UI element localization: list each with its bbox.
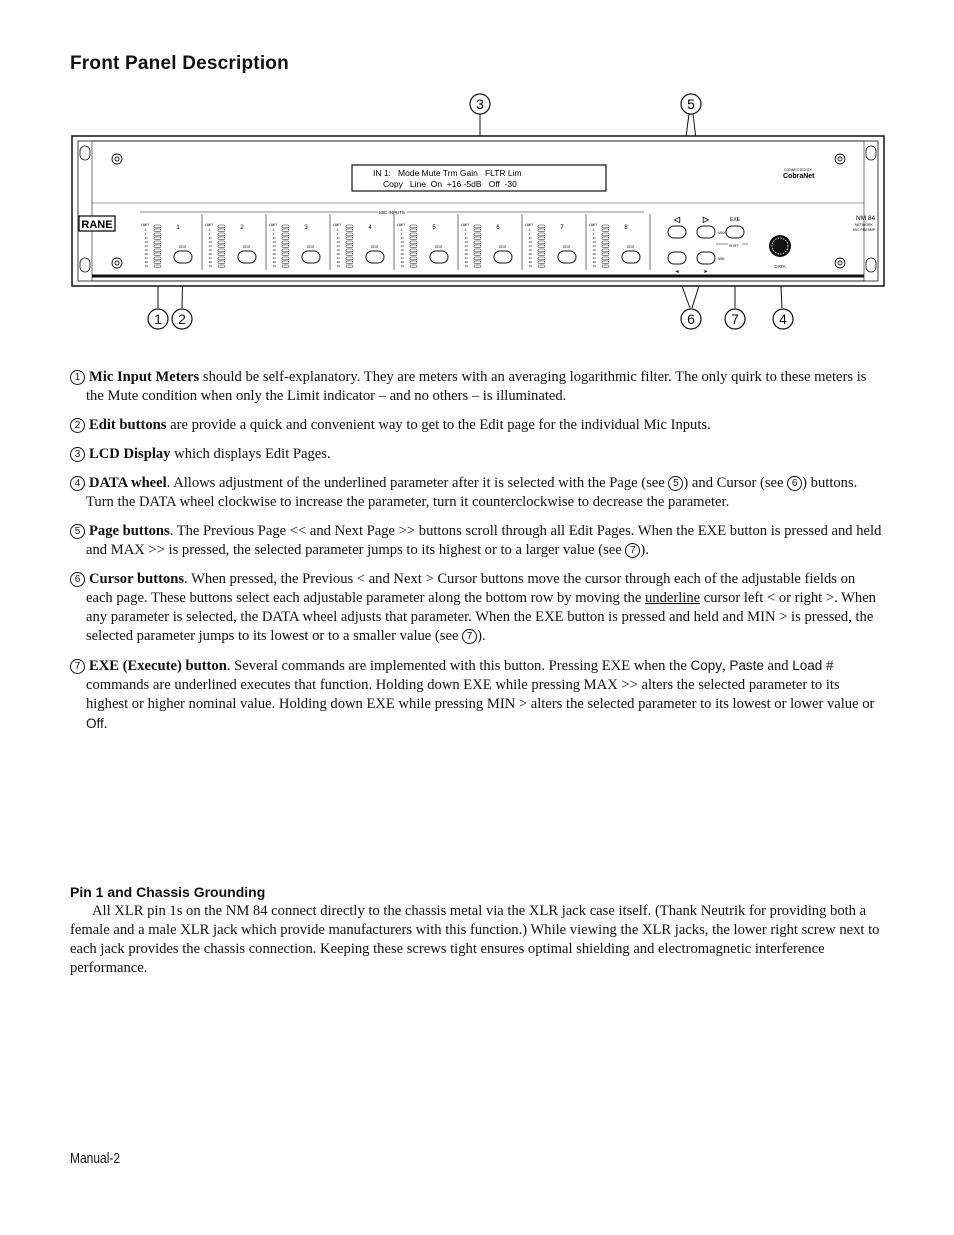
svg-text:3: 3 bbox=[476, 96, 484, 112]
meter-scale-label: -30 bbox=[592, 249, 596, 252]
meter-led bbox=[538, 225, 545, 228]
channel-number: 3 bbox=[304, 225, 308, 231]
callout-3 bbox=[470, 94, 490, 114]
callout-1 bbox=[148, 309, 168, 329]
meter-led bbox=[154, 253, 161, 256]
meter-scale-label: -54 bbox=[400, 265, 404, 268]
callout-5 bbox=[681, 94, 701, 114]
meter-led bbox=[218, 249, 225, 252]
item-edit-buttons: 2 Edit buttons are provide a quick and convenient way to get to the Edit page for the individual Mic Inputs. bbox=[70, 416, 885, 435]
meter-scale-label: -3 bbox=[336, 229, 339, 232]
meter-led bbox=[474, 241, 481, 244]
cobranet-caption: CONNECTED BY bbox=[784, 168, 812, 172]
meter-scale-label: -36 bbox=[400, 253, 404, 256]
meter-led bbox=[602, 253, 609, 256]
meter-scale-label: -6 bbox=[336, 233, 339, 236]
meter-led bbox=[154, 225, 161, 228]
edit-button-7[interactable] bbox=[558, 251, 576, 263]
meter-led bbox=[602, 233, 609, 236]
channel-number: 8 bbox=[624, 225, 628, 231]
meter-led bbox=[218, 233, 225, 236]
meter-scale-label: -12 bbox=[272, 237, 276, 240]
cursor-next-icon: ▸ bbox=[704, 269, 708, 275]
meter-scale-label: -42 bbox=[336, 257, 340, 260]
meter-scale-label: -12 bbox=[336, 237, 340, 240]
meter-scale-label: -24 bbox=[528, 245, 532, 248]
svg-text:7: 7 bbox=[731, 311, 739, 327]
meter-scale-label: -18 bbox=[400, 241, 404, 244]
meter-scale-label: -24 bbox=[208, 245, 212, 248]
edit-button-4[interactable] bbox=[366, 251, 384, 263]
edit-button-5[interactable] bbox=[430, 251, 448, 263]
meter-scale-label: -54 bbox=[336, 265, 340, 268]
item-cursor-buttons: 6 Cursor buttons. When pressed, the Previous < and Next > Cursor buttons move the cursor through each of the adjustable fields on each page. These buttons select each adjustable parameter along the bottom row by moving the underline cursor left < or right >. When any parameter is selected, the DATA wheel adjusts that parameter. When the EXE button is pressed and held and MIN > is pressed, the selected parameter jumps to its lowest or to a smaller value (see 7 ). bbox=[70, 570, 885, 646]
meter-scale-label: -48 bbox=[528, 261, 532, 264]
meter-led bbox=[346, 229, 353, 232]
channel-number: 6 bbox=[496, 225, 500, 231]
meter-scale-label: -48 bbox=[464, 261, 468, 264]
meter-scale-label: -12 bbox=[400, 237, 404, 240]
meter-led bbox=[346, 241, 353, 244]
meter-scale-label: -24 bbox=[400, 245, 404, 248]
callout-2 bbox=[172, 309, 192, 329]
meter-scale-label: -54 bbox=[464, 265, 468, 268]
edit-label: EDIT bbox=[435, 245, 443, 249]
rane-logo bbox=[79, 216, 115, 231]
meter-scale-label: -3 bbox=[592, 229, 595, 232]
meter-led bbox=[538, 257, 545, 260]
meter-led bbox=[282, 241, 289, 244]
svg-text:1: 1 bbox=[154, 311, 162, 327]
front-panel-diagram bbox=[60, 88, 894, 338]
meter-scale-label: -3 bbox=[464, 229, 467, 232]
edit-button-6[interactable] bbox=[494, 251, 512, 263]
meter-led bbox=[474, 233, 481, 236]
meter-led bbox=[346, 249, 353, 252]
meter-scale-label: -18 bbox=[144, 241, 148, 244]
meter-scale-label: -6 bbox=[592, 233, 595, 236]
meter-led bbox=[410, 249, 417, 252]
svg-text:4: 4 bbox=[779, 311, 787, 327]
meter-led bbox=[410, 237, 417, 240]
meter-scale-label: -30 bbox=[208, 249, 212, 252]
meter-led bbox=[282, 233, 289, 236]
meter-led bbox=[218, 253, 225, 256]
edit-label: EDIT bbox=[627, 245, 635, 249]
meter-scale-label: -6 bbox=[208, 233, 211, 236]
meter-scale-label: -42 bbox=[272, 257, 276, 260]
meter-led bbox=[346, 253, 353, 256]
meter-scale-label: -42 bbox=[400, 257, 404, 260]
meter-scale-label: -12 bbox=[528, 237, 532, 240]
meter-led bbox=[602, 245, 609, 248]
meter-led bbox=[602, 257, 609, 260]
meter-scale-label: -36 bbox=[464, 253, 468, 256]
meter-scale-label: -18 bbox=[528, 241, 532, 244]
meter-scale-label: -12 bbox=[208, 237, 212, 240]
meter-scale-label: -30 bbox=[464, 249, 468, 252]
meter-scale-label: -6 bbox=[464, 233, 467, 236]
meter-led bbox=[282, 253, 289, 256]
meter-led bbox=[474, 257, 481, 260]
meter-led bbox=[410, 261, 417, 264]
meter-scale-label: -30 bbox=[272, 249, 276, 252]
meter-scale-label: -24 bbox=[592, 245, 596, 248]
meter-scale-label: -3 bbox=[528, 229, 531, 232]
meter-led bbox=[538, 265, 545, 268]
limit-label: LIMIT bbox=[269, 223, 278, 227]
meter-scale-label: -42 bbox=[528, 257, 532, 260]
item-page-buttons: 5 Page buttons. The Previous Page << and Next Page >> buttons scroll through all Edit Pages. When the EXE button is pressed and held and MAX >> is pressed, the selected parameter jumps to its highest or to a larger value (see 7 ). bbox=[70, 522, 885, 560]
svg-text:6: 6 bbox=[687, 311, 695, 327]
channel-number: 5 bbox=[432, 225, 436, 231]
limit-label: LIMIT bbox=[333, 223, 342, 227]
meter-scale-label: -18 bbox=[592, 241, 596, 244]
meter-led bbox=[282, 261, 289, 264]
meter-scale-label: -36 bbox=[144, 253, 148, 256]
meter-scale-label: -48 bbox=[208, 261, 212, 264]
meter-scale-label: -6 bbox=[400, 233, 403, 236]
meter-scale-label: -30 bbox=[528, 249, 532, 252]
limit-label: LIMIT bbox=[205, 223, 214, 227]
meter-scale-label: -24 bbox=[272, 245, 276, 248]
meter-scale-label: -42 bbox=[208, 257, 212, 260]
meter-scale-label: -42 bbox=[592, 257, 596, 260]
cobranet-logo: CobraNet bbox=[783, 173, 815, 180]
meter-led bbox=[474, 237, 481, 240]
data-label: DATA bbox=[774, 264, 786, 269]
meter-scale-label: -24 bbox=[336, 245, 340, 248]
meter-scale-label: -6 bbox=[528, 233, 531, 236]
meter-led bbox=[602, 225, 609, 228]
meter-led bbox=[602, 261, 609, 264]
meter-scale-label: -3 bbox=[272, 229, 275, 232]
item-exe-button: 7 EXE (Execute) button. Several commands are implemented with this button. Pressing EXE when the Copy, Paste and Load # commands are underlined executes that function. Holding down EXE while pressing MAX >> alters the selected parameter to its highest or higher nominal value. Holding down EXE while pressing MIN > alters the selected parameter to its lowest or lower value or Off. bbox=[70, 656, 885, 734]
meter-led bbox=[154, 245, 161, 248]
meter-led bbox=[602, 229, 609, 232]
meter-led bbox=[282, 229, 289, 232]
meter-led bbox=[474, 225, 481, 228]
channel-number: 2 bbox=[240, 225, 244, 231]
meter-led bbox=[474, 261, 481, 264]
edit-label: EDIT bbox=[179, 245, 187, 249]
meter-led bbox=[218, 225, 225, 228]
exe-label: EXE bbox=[729, 217, 741, 223]
data-wheel[interactable] bbox=[769, 235, 791, 257]
meter-scale-label: -30 bbox=[400, 249, 404, 252]
meter-led bbox=[410, 241, 417, 244]
meter-scale-label: -36 bbox=[336, 253, 340, 256]
callout-4 bbox=[773, 309, 793, 329]
meter-scale-label: -12 bbox=[464, 237, 468, 240]
meter-led bbox=[218, 229, 225, 232]
meter-scale-label: -6 bbox=[144, 233, 147, 236]
meter-scale-label: -30 bbox=[144, 249, 148, 252]
meter-led bbox=[474, 265, 481, 268]
model-sub-1: NETWORK bbox=[855, 223, 873, 227]
min-label: MIN bbox=[718, 257, 725, 261]
limit-label: LIMIT bbox=[525, 223, 534, 227]
meter-led bbox=[346, 237, 353, 240]
meter-led bbox=[218, 237, 225, 240]
meter-led bbox=[538, 261, 545, 264]
meter-led bbox=[346, 257, 353, 260]
edit-label: EDIT bbox=[307, 245, 315, 249]
page-prev-button[interactable] bbox=[668, 226, 686, 238]
edit-label: EDIT bbox=[371, 245, 379, 249]
meter-scale-label: -36 bbox=[592, 253, 596, 256]
channel-number: 7 bbox=[560, 225, 564, 231]
meter-scale-label: -18 bbox=[464, 241, 468, 244]
edit-button-8[interactable] bbox=[622, 251, 640, 263]
meter-led bbox=[602, 265, 609, 268]
page-next-icon: ▷ bbox=[702, 215, 710, 224]
meter-led bbox=[410, 245, 417, 248]
lcd-display bbox=[352, 165, 606, 191]
meter-led bbox=[282, 249, 289, 252]
meter-led bbox=[282, 257, 289, 260]
meter-scale-label: -3 bbox=[400, 229, 403, 232]
channel-number: 1 bbox=[176, 225, 180, 231]
cursor-next-button[interactable] bbox=[697, 252, 715, 264]
meter-led bbox=[154, 261, 161, 264]
meter-led bbox=[282, 265, 289, 268]
limit-label: LIMIT bbox=[461, 223, 470, 227]
meter-led bbox=[346, 261, 353, 264]
meter-led bbox=[538, 237, 545, 240]
meter-scale-label: -48 bbox=[336, 261, 340, 264]
meter-led bbox=[474, 253, 481, 256]
meter-led bbox=[218, 261, 225, 264]
meter-led bbox=[410, 265, 417, 268]
meter-led bbox=[538, 245, 545, 248]
meter-led bbox=[538, 233, 545, 236]
section-heading-grounding: Pin 1 and Chassis Grounding bbox=[70, 884, 266, 900]
meter-led bbox=[538, 253, 545, 256]
meter-led bbox=[154, 233, 161, 236]
svg-text:IN 1: Mode Mute Trm Gain F: IN 1: Mode Mute Trm Gain FLTR Lim bbox=[373, 168, 522, 178]
meter-led bbox=[602, 241, 609, 244]
svg-text:5: 5 bbox=[687, 96, 695, 112]
meter-led bbox=[346, 265, 353, 268]
meter-scale-label: -54 bbox=[208, 265, 212, 268]
meter-scale-label: -42 bbox=[464, 257, 468, 260]
meter-led bbox=[474, 245, 481, 248]
callout-6 bbox=[681, 309, 701, 329]
meter-led bbox=[538, 229, 545, 232]
meter-scale-label: -6 bbox=[272, 233, 275, 236]
meter-led bbox=[154, 229, 161, 232]
svg-text:RANE: RANE bbox=[81, 219, 113, 231]
meter-scale-label: -12 bbox=[592, 237, 596, 240]
edit-button-2[interactable] bbox=[238, 251, 256, 263]
page-footer: Manual-2 bbox=[70, 1150, 121, 1167]
cursor-prev-icon: ◂ bbox=[675, 269, 679, 275]
meter-scale-label: -48 bbox=[144, 261, 148, 264]
description-list bbox=[70, 368, 885, 744]
meter-led bbox=[218, 265, 225, 268]
item-mic-input-meters: 1 Mic Input Meters should be self-explanatory. They are meters with an averaging logarithmic filter. The only quirk to these meters is the Mute condition when only the Limit indicator – and no others – is illuminated. bbox=[70, 368, 885, 406]
meter-scale-label: -3 bbox=[208, 229, 211, 232]
channel-number: 4 bbox=[368, 225, 372, 231]
edit-button-3[interactable] bbox=[302, 251, 320, 263]
page-title: Front Panel Description bbox=[70, 53, 289, 74]
page-prev-icon: ◁ bbox=[673, 215, 681, 224]
callout-7 bbox=[725, 309, 745, 329]
item-data-wheel: 4 DATA wheel. Allows adjustment of the underlined parameter after it is selected with the Page (see 5 ) and Cursor (see 6 ) buttons. Turn the DATA wheel clockwise to increase the parameter, turn it counterclockwise to decrease the parameter. bbox=[70, 474, 885, 512]
edit-button-1[interactable] bbox=[174, 251, 192, 263]
meter-led bbox=[154, 241, 161, 244]
model-sub-2: MIC PREAMP bbox=[853, 228, 876, 232]
edit-label: EDIT bbox=[243, 245, 251, 249]
meter-scale-label: -24 bbox=[464, 245, 468, 248]
meter-led bbox=[602, 249, 609, 252]
meter-led bbox=[346, 225, 353, 228]
meter-scale-label: -18 bbox=[336, 241, 340, 244]
meter-led bbox=[282, 225, 289, 228]
grounding-paragraph: All XLR pin 1s on the NM 84 connect directly to the chassis metal via the XLR jack case itself. (Thank Neutrik for providing both a female and a male XLR jack which provide manufacturers with this function.) While viewing the XLR jacks, the lower right screw next to each jack provides the chassis connection. Keeping these screws tight ensures optimal shielding and electromagnetic interference performance. bbox=[70, 903, 880, 976]
meter-scale-label: -48 bbox=[592, 261, 596, 264]
meter-led bbox=[218, 245, 225, 248]
limit-label: LIMIT bbox=[589, 223, 598, 227]
meter-led bbox=[218, 257, 225, 260]
meter-scale-label: -12 bbox=[144, 237, 148, 240]
edit-label: EDIT bbox=[499, 245, 507, 249]
page-next-button[interactable] bbox=[697, 226, 715, 238]
meter-led bbox=[410, 257, 417, 260]
meter-led bbox=[282, 237, 289, 240]
meter-scale-label: -48 bbox=[400, 261, 404, 264]
mic-inputs-label: MIC INPUTS bbox=[378, 210, 406, 215]
meter-scale-label: -54 bbox=[592, 265, 596, 268]
meter-led bbox=[474, 229, 481, 232]
meter-scale-label: -54 bbox=[272, 265, 276, 268]
meter-scale-label: -30 bbox=[336, 249, 340, 252]
meter-scale-label: -3 bbox=[144, 229, 147, 232]
meter-led bbox=[154, 257, 161, 260]
meter-led bbox=[154, 237, 161, 240]
max-label: MAX bbox=[718, 231, 726, 235]
meter-scale-label: -54 bbox=[528, 265, 532, 268]
meter-scale-label: -36 bbox=[208, 253, 212, 256]
meter-scale-label: -48 bbox=[272, 261, 276, 264]
meter-led bbox=[410, 253, 417, 256]
item-lcd-display: 3 LCD Display which displays Edit Pages. bbox=[70, 445, 885, 464]
edit-label: EDIT bbox=[563, 245, 571, 249]
meter-led bbox=[410, 229, 417, 232]
meter-led bbox=[346, 245, 353, 248]
meter-scale-label: -18 bbox=[208, 241, 212, 244]
shift-label: SHIFT bbox=[728, 244, 740, 248]
exe-button[interactable] bbox=[726, 226, 744, 238]
meter-scale-label: -36 bbox=[528, 253, 532, 256]
svg-text:2: 2 bbox=[178, 311, 186, 327]
svg-text:Copy Line On +16 -5dB Of: Copy Line On +16 -5dB Off -30 bbox=[383, 179, 517, 189]
meter-led bbox=[602, 237, 609, 240]
meter-led bbox=[154, 265, 161, 268]
meter-scale-label: -36 bbox=[272, 253, 276, 256]
meter-led bbox=[474, 249, 481, 252]
cursor-prev-button[interactable] bbox=[668, 252, 686, 264]
model-label: NM 84 bbox=[856, 215, 876, 222]
meter-scale-label: -54 bbox=[144, 265, 148, 268]
meter-led bbox=[346, 233, 353, 236]
meter-led bbox=[218, 241, 225, 244]
meter-led bbox=[410, 225, 417, 228]
meter-led bbox=[538, 249, 545, 252]
meter-scale-label: -42 bbox=[144, 257, 148, 260]
meter-led bbox=[538, 241, 545, 244]
limit-label: LIMIT bbox=[141, 223, 150, 227]
meter-scale-label: -18 bbox=[272, 241, 276, 244]
meter-led bbox=[154, 249, 161, 252]
meter-led bbox=[282, 245, 289, 248]
limit-label: LIMIT bbox=[397, 223, 406, 227]
meter-scale-label: -24 bbox=[144, 245, 148, 248]
meter-led bbox=[410, 233, 417, 236]
